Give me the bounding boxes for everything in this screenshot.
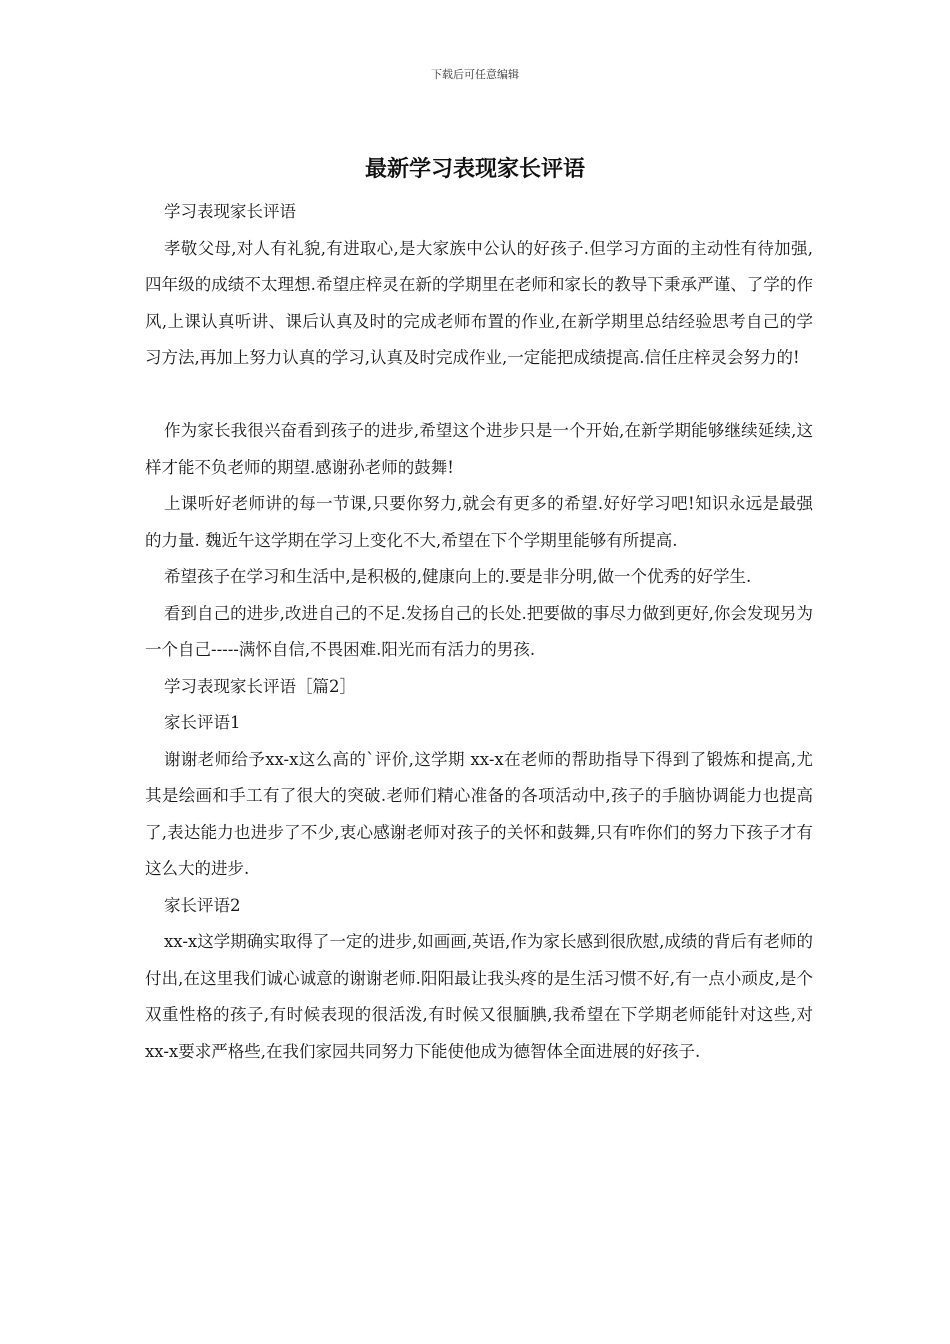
header-note: 下载后可任意编辑 [431, 68, 519, 81]
paragraph: xx-x这学期确实取得了一定的进步,如画画,英语,作为家长感到很欣慰,成绩的背后有老师的付出,在这里我们诚心诚意的谢谢老师.阳阳最让我头疼的是生活习惯不好,有一点小顽皮,是个双重性格的孩子,有时候表现的很活泼,有时候又很腼腆,我希望在下学期老师能针对这些,对xx-x要求严格些,在我们家园共同努力下能使他成为德智体全面进展的好孩子. [145, 932, 813, 1061]
subsection-heading: 家长评语1 [164, 713, 241, 732]
paragraph: 看到自己的进步,改进自己的不足.发扬自己的长处.把要做的事尽力做到更好,你会发现另为一个自己-----满怀自信,不畏困难.阳光而有活力的男孩. [145, 603, 813, 659]
paragraph-subtitle: 学习表现家长评语 [164, 202, 296, 221]
paragraph: 上课听好老师讲的每一节课,只要你努力,就会有更多的希望.好好学习吧!知识永远是最强的力量. 魏近午这学期在学习上变化不大,希望在下个学期里能够有所提高. [145, 494, 813, 550]
paragraph: 谢谢老师给予xx-x这么高的`评价,这学期 xx-x在老师的帮助指导下得到了锻炼和提高,尤其是绘画和手工有了很大的突破.老师们精心准备的各项活动中,孩子的手脑协调能力也提高了,表达能力也进步了不少,衷心感谢老师对孩子的关怀和鼓舞,只有咋你们的努力下孩子才有这么大的进步. [145, 749, 813, 878]
document-title: 最新学习表现家长评语 [364, 156, 585, 182]
paragraph: 作为家长我很兴奋看到孩子的进步,希望这个进步只是一个开始,在新学期能够继续延续,这样才能不负老师的期望.感谢孙老师的鼓舞! [145, 421, 813, 477]
paragraph: 孝敬父母,对人有礼貌,有进取心,是大家族中公认的好孩子.但学习方面的主动性有待加强,四年级的成绩不太理想.希望庄梓灵在新的学期里在老师和家长的教导下秉承严谨、了学的作风,上课认真听讲、课后认真及时的完成老师布置的作业,在新学期里总结经验思考自己的学习方法,再加上努力认真的学习,认真及时完成作业,一定能把成绩提高.信任庄梓灵会努力的! [145, 238, 813, 367]
paragraph: 希望孩子在学习和生活中,是积极的,健康向上的.要是非分明,做一个优秀的好学生. [164, 567, 752, 586]
document-body [145, 194, 813, 1070]
subsection-heading: 家长评语2 [164, 895, 241, 915]
blank-line [145, 377, 813, 414]
section-heading: 学习表现家长评语［篇2］ [164, 676, 356, 696]
